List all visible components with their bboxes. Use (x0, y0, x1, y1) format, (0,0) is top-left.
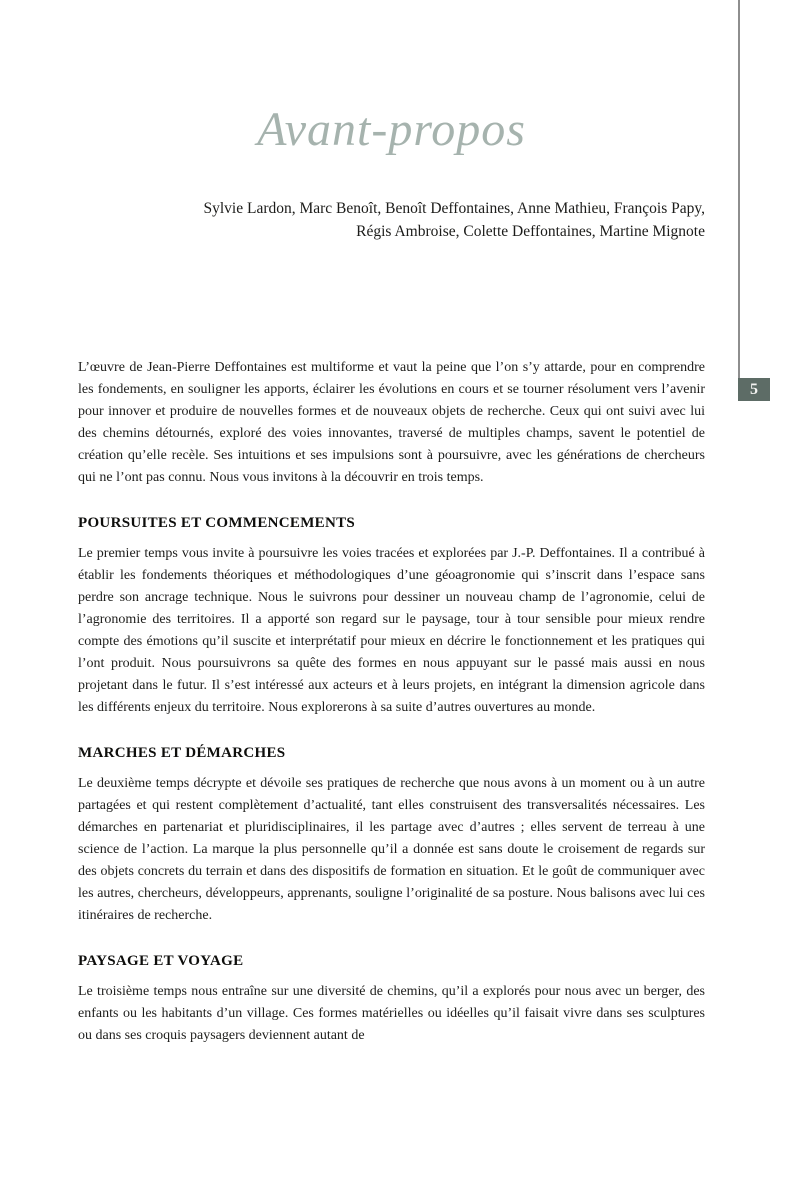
section-heading: MARCHES ET DÉMARCHES (78, 745, 286, 761)
section-paragraph: Le troisième temps nous entraîne sur une diversité de chemins, qu’il a explorés pour nous avec un berger, des enfants ou les habitants d’un village. Ces formes matérielles ou idéelles qu’il faisait vivre dans ses sculptures ou dans ses croquis paysagers deviennent autant de (78, 984, 705, 1043)
section-heading: PAYSAGE ET VOYAGE (78, 953, 244, 969)
margin-rule (738, 0, 740, 378)
author-list (78, 197, 705, 243)
author-line-1: Sylvie Lardon, Marc Benoît, Benoît Deffontaines, Anne Mathieu, François Papy, (203, 200, 705, 217)
section-paysage (78, 952, 705, 1047)
section-paragraph: Le deuxième temps décrypte et dévoile ses pratiques de recherche que nous avons à un moment ou à un autre partagées et qui restent complètement d’actualité, tant elles construisent des transversalités nécessaires. Les démarches en partenariat et pluridisciplinaires, il les partage avec d’autres ; elles servent de terreau à une science de l’action. La marque la plus personnelle qu’il a donnée est sans doute le croisement de regards sur des objets concrets du terrain et dans des dispositifs de formation en situation. Et le goût de communiquer avec les autres, chercheurs, développeurs, apprenants, souligne l’originalité de sa posture. Nous balisons avec lui ces itinéraires de recherche. (78, 776, 705, 923)
intro-paragraph: L’œuvre de Jean-Pierre Deffontaines est multiforme et vaut la peine que l’on s’y attarde, pour en comprendre les fondements, en souligner les apports, éclairer les évolutions en cours et se tourner résolument vers l’avenir pour innover et produire de nouvelles formes et de nouveaux objets de recherche. Ceux qui ont suivi avec lui des chemins détournés, exploré des voies innovantes, traversé de multiples champs, savent le potentiel de création qu’elle recèle. Ses intuitions et ses impulsions sont à poursuivre, avec les générations de chercheurs qui ne l’ont pas connu. Nous vous invitons à la découvrir en trois temps. (78, 360, 705, 485)
page-number: 5 (750, 380, 758, 398)
section-heading: POURSUITES ET COMMENCEMENTS (78, 515, 356, 531)
section-poursuites (78, 514, 705, 719)
author-line-2: Régis Ambroise, Colette Deffontaines, Martine Mignote (356, 223, 705, 240)
page-number-badge (738, 378, 770, 401)
page-content (78, 0, 705, 1047)
chapter-title: Avant-propos (257, 103, 526, 156)
section-marches (78, 744, 705, 927)
section-paragraph: Le premier temps vous invite à poursuivre les voies tracées et explorées par J.-P. Deffontaines. Il a contribué à établir les fondements théoriques et méthodologiques d’une géoagronomie qui s’inscrit dans l’espace sans perdre son ancrage technique. Nous le suivrons pour dessiner un nouveau champ de l’agronomie, celui de l’agronomie des territoires. Il a apporté son regard sur le paysage, tour à tour sensible pour mieux rendre compte des émotions qu’il suscite et interprétatif pour mieux en décrire le fonctionnement et les pratiques qui l’ont produit. Nous poursuivrons sa quête des formes en nous appuyant sur le passé mais aussi en nous projetant dans le futur. Il s’est intéressé aux acteurs et à leurs projets, en intégrant la dimension agricole dans les différents enjeux du territoire. Nous explorerons à sa suite d’autres ouvertures au monde. (78, 546, 705, 715)
